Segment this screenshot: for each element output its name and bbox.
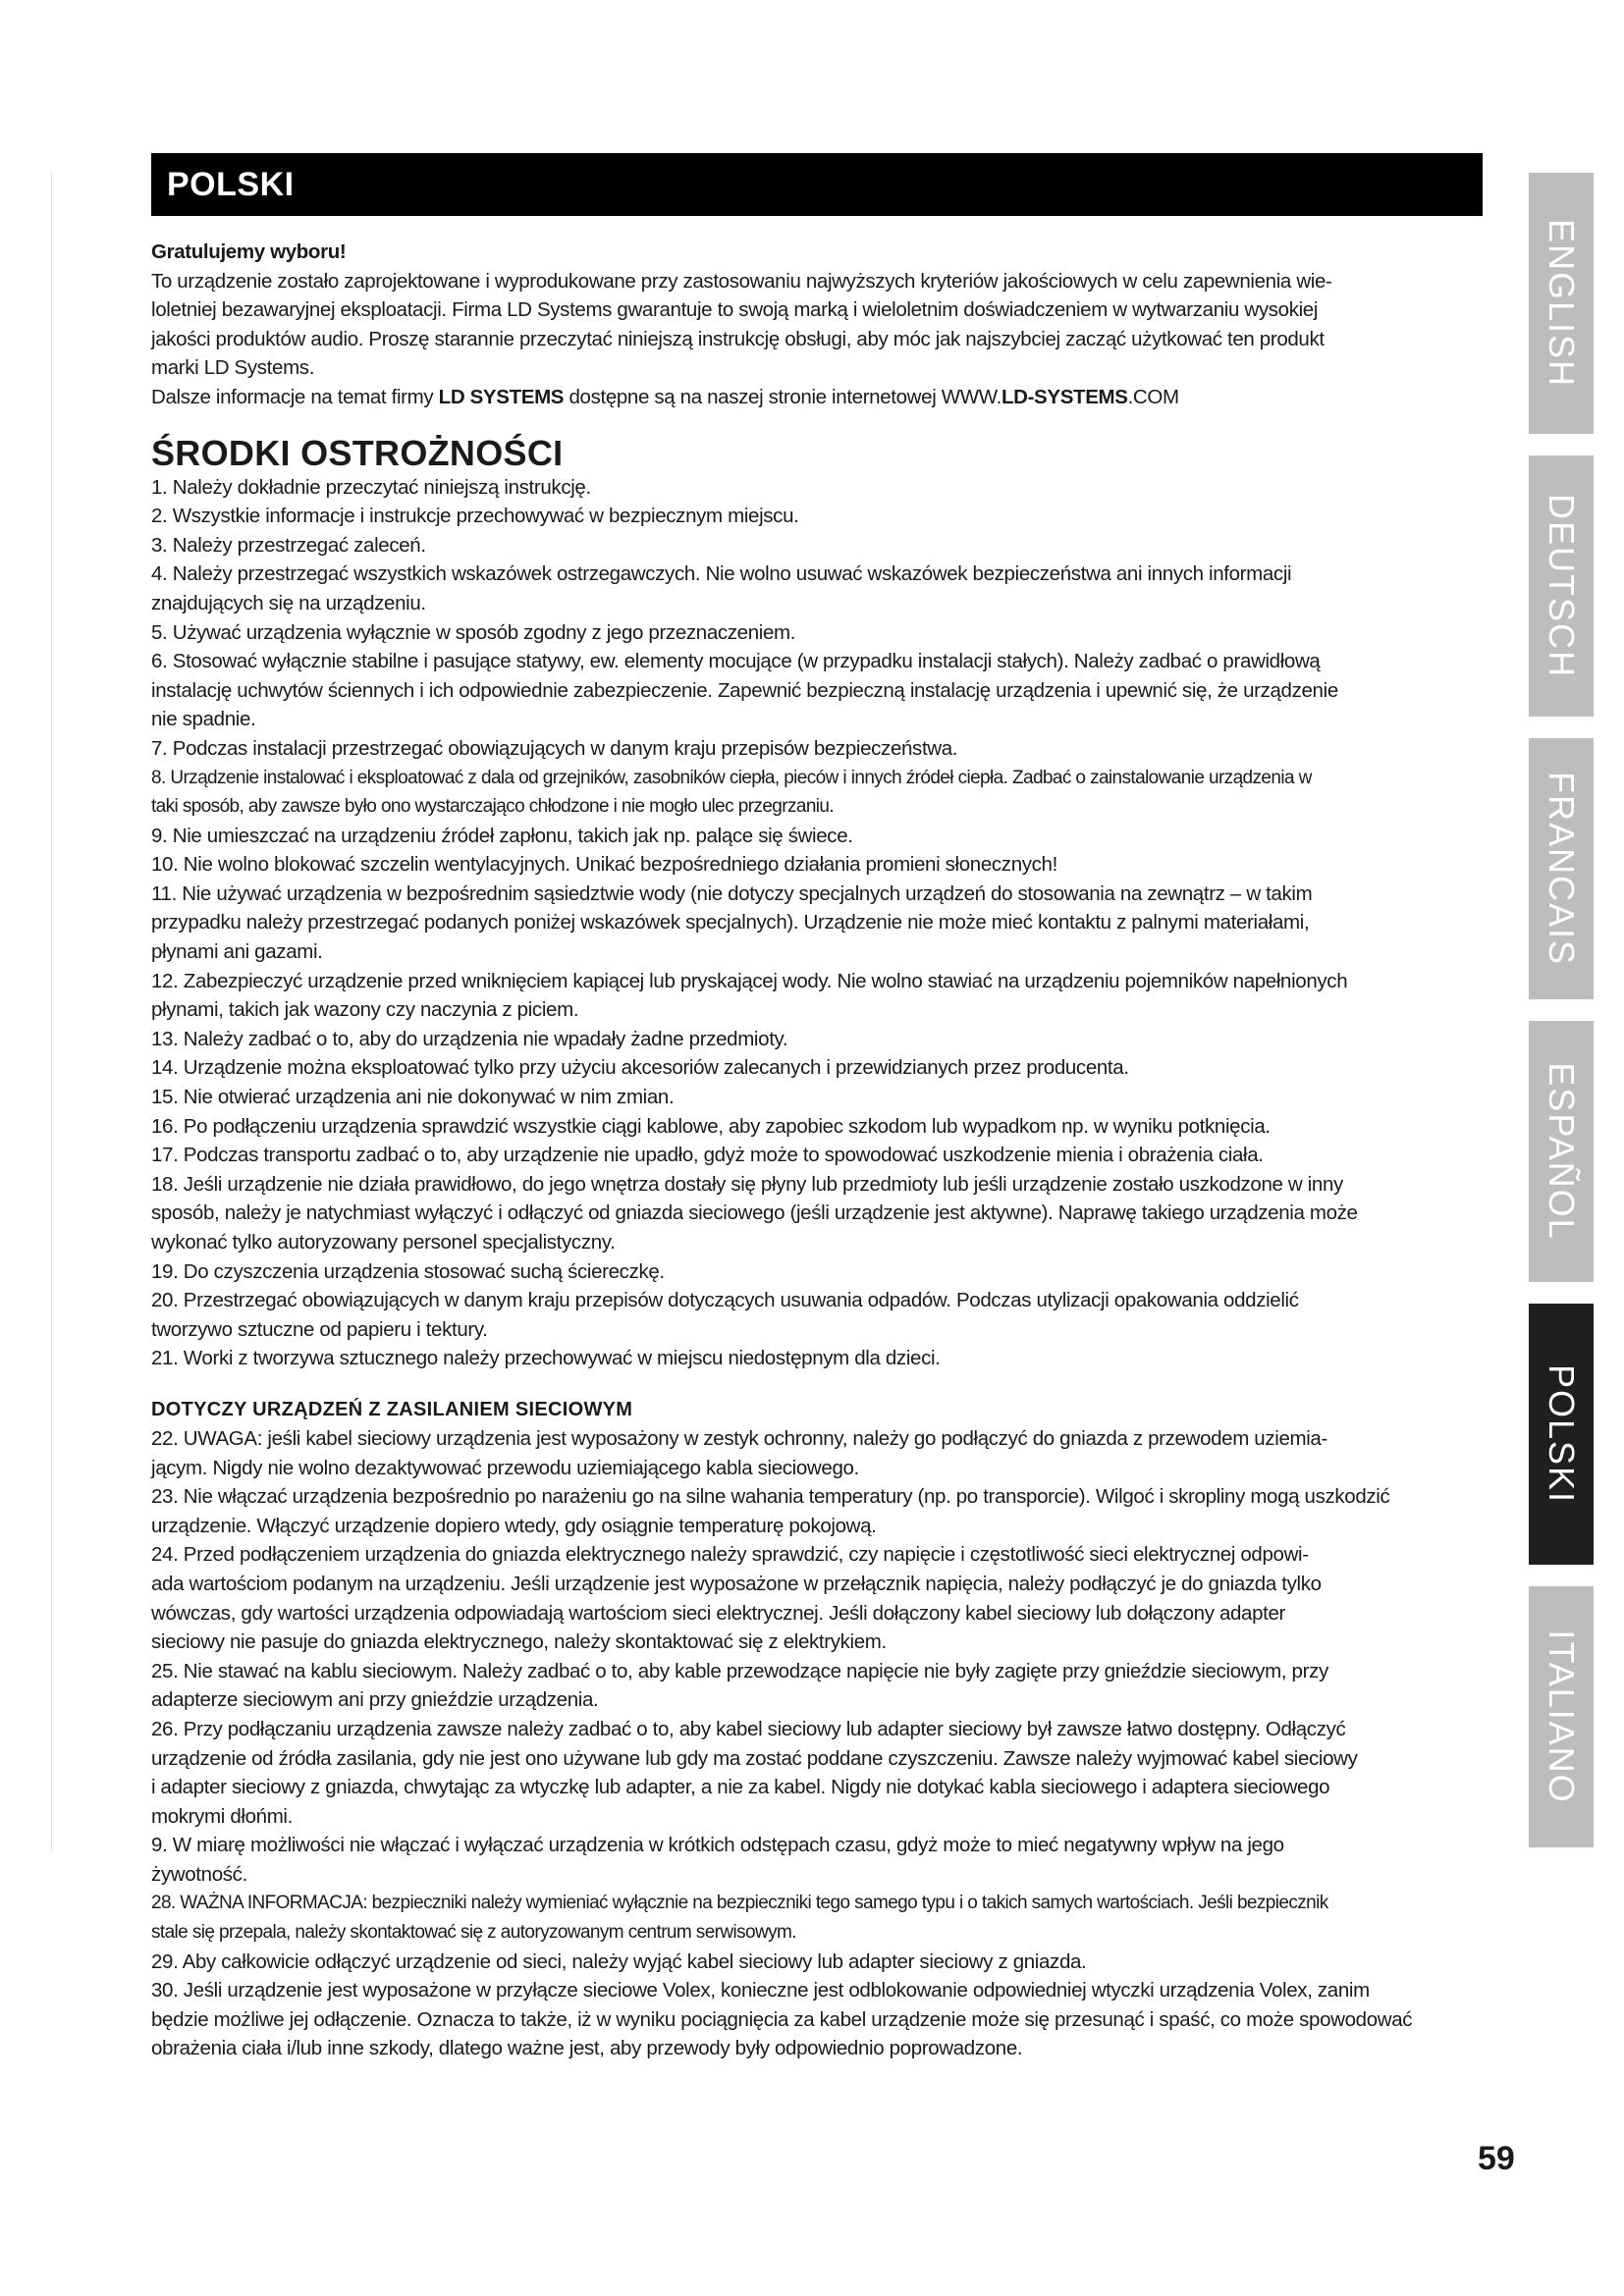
brand-name: LD SYSTEMS [438, 385, 565, 408]
list-line: 18. Jeśli urządzenie nie działa prawidłowo, do jego wnętrza dostały się płyny lub przedmioty lub jeśli urządzenie zostało uszkodzone w inny [151, 1172, 1343, 1196]
list-line: 13. Należy zadbać o to, aby do urządzenia nie wpadały żadne przedmioty. [151, 1027, 788, 1050]
list-line: 20. Przestrzegać obowiązujących w danym kraju przepisów dotyczących usuwania odpadów. Podczas utylizacji opakowania oddzielić [151, 1289, 1299, 1312]
intro-line: jakości produktów audio. Proszę starannie przeczytać niniejszą instrukcję obsługi, aby móc jak najszybciej zacząć użytkować ten produkt [151, 327, 1325, 350]
list-line: 15. Nie otwierać urządzenia ani nie dokonywać w nim zmian. [151, 1086, 675, 1109]
list-line: 7. Podczas instalacji przestrzegać obowiązujących w danym kraju przepisów bezpieczeństwa. [151, 736, 958, 760]
language-tab-label: ESPAÑOL [1542, 1062, 1582, 1241]
list-line: wówczas, gdy wartości urządzenia odpowiadają wartościom sieci elektrycznej. Jeśli dołączony kabel sieciowy lub dołączony adapter [151, 1601, 1286, 1625]
language-tab-deutsch[interactable] [1529, 455, 1594, 717]
list-line: ada wartościom podanym na urządzeniu. Jeśli urządzenie jest wyposażone w przełącznik napięcia, należy podłączyć je do gniazda tylko [151, 1572, 1322, 1595]
intro-line: To urządzenie zostało zaprojektowane i wyprodukowane przy zastosowaniu najwyższych kryteriów jakościowych w celu zapewnienia wie- [151, 269, 1332, 293]
list-line: 29. Aby całkowicie odłączyć urządzenie od sieci, należy wyjąć kabel sieciowy lub adapter sieciowy z gniazda. [151, 1949, 1087, 1973]
list-line: 16. Po podłączeniu urządzenia sprawdzić wszystkie ciągi kablowe, aby zapobiec szkodom lub wypadkom np. w wyniku potknięcia. [151, 1114, 1271, 1138]
website-line [151, 383, 1483, 412]
list-line: i adapter sieciowy z gniazda, chwytając za wtyczkę lub adapter, a nie za kabel. Nigdy nie dotykać kabla sieciowego i adaptera sieciowego [151, 1776, 1330, 1799]
list-line: 25. Nie stawać na kablu sieciowym. Należy zadbać o to, aby kable przewodzące napięcie nie były zagięte przy gnieździe sieciowym, przy [151, 1659, 1328, 1682]
list-line: 12. Zabezpieczyć urządzenie przed wniknięciem kapiącej lub pryskającej wody. Nie wolno stawiać na urządzeniu pojemników napełnionych [151, 969, 1348, 992]
list-line: 5. Używać urządzenia wyłącznie w sposób zgodny z jego przeznaczeniem. [151, 620, 796, 644]
list-line: 21. Worki z tworzywa sztucznego należy przechowywać w miejscu niedostępnym dla dzieci. [151, 1347, 941, 1370]
list-line: przypadku należy przestrzegać podanych poniżej wskazówek specjalnych). Urządzenie nie może mieć kontaktu z palnymi materiałami, [151, 911, 1310, 934]
list-line: 30. Jeśli urządzenie jest wyposażone w przyłącze sieciowe Volex, konieczne jest odblokowanie odpowiedniej wtyczki urządzenia Volex, zanim [151, 1979, 1370, 2002]
list-line: 23. Nie włączać urządzenia bezpośrednio po narażeniu go na silne wahania temperatury (np. po transporcie). Wilgoć i skropliny mogą uszkodzić [151, 1485, 1390, 1509]
list-line: będzie możliwe jej odłączenie. Oznacza to także, iż w wyniku pociągnięcia za kabel urządzenie może się przesunąć i spaść, co może spowodować [151, 2007, 1413, 2031]
precautions-list [151, 473, 1483, 1373]
list-line: taki sposób, aby zawsze było ono wystarczająco chłodzone i nie mogło ulec przegrzaniu. [151, 796, 835, 818]
document-body [151, 238, 1483, 2063]
list-line: sposób, należy je natychmiast wyłączyć i odłączyć od gniazda sieciowego (jeśli urządzenie jest aktywne). Naprawę takiego urządzenia może [151, 1201, 1358, 1225]
list-line: adapterze sieciowym ani przy gnieździe urządzenia. [151, 1688, 599, 1712]
list-line: wykonać tylko autoryzowany personel specjalistyczny. [151, 1231, 616, 1254]
language-tab-english[interactable] [1529, 173, 1594, 434]
margin-line [51, 173, 52, 1851]
list-line: tworzywo sztuczne od papieru i tektury. [151, 1317, 488, 1341]
list-line: 22. UWAGA: jeśli kabel sieciowy urządzenia jest wyposażony w zestyk ochronny, należy go podłączyć do gniazda z przewodem uziemia- [151, 1426, 1327, 1450]
page-number: 59 [1478, 2140, 1515, 2177]
list-line: 8. Urządzenie instalować i eksploatować z dala od grzejników, zasobników ciepła, pieców i innych źródeł ciepła. Zadbać o zainstalowanie urządzenia w [151, 767, 1312, 788]
list-line: urządzenie od źródła zasilania, gdy nie jest ono używane lub gdy ma zostać poddane czyszczeniu. Zawsze należy wyjmować kabel sieciowy [151, 1746, 1358, 1770]
language-tab-label: ITALIANO [1542, 1629, 1582, 1804]
list-line: 11. Nie używać urządzenia w bezpośrednim sąsiedztwie wody (nie dotyczy specjalnych urządzeń do stosowania na zewnątrz – w takim [151, 881, 1313, 905]
list-line: instalację uchwytów ściennych i ich odpowiednie zabezpieczenie. Zapewnić bezpieczną instalację urządzenia i upewnić się, że urządzenie [151, 678, 1338, 702]
list-line: 24. Przed podłączeniem urządzenia do gniazda elektrycznego należy sprawdzić, czy napięcie i częstotliwość sieci elektrycznej odpowi- [151, 1543, 1309, 1567]
website-prefix: Dalsze informacje na temat firmy [151, 385, 439, 408]
list-line: znajdujących się na urządzeniu. [151, 591, 426, 614]
list-line: 19. Do czyszczenia urządzenia stosować suchą ściereczkę. [151, 1259, 665, 1283]
website-middle: dostępne są na naszej stronie internetowej WWW. [564, 385, 1001, 408]
language-tabs [1529, 173, 1594, 1804]
section-header-bar [151, 153, 1483, 216]
language-tab-label: FRANCAIS [1542, 771, 1582, 967]
intro-line: loletniej bezawaryjnej eksploatacji. Firma LD Systems gwarantuje to swoją marką i wieloletnim doświadczeniem w wytwarzaniu wysokiej [151, 298, 1319, 322]
list-line: żywotność. [151, 1862, 247, 1886]
mains-list [151, 1424, 1483, 2063]
list-line: 1. Należy dokładnie przeczytać niniejszą instrukcję. [151, 475, 591, 499]
list-line: stale się przepala, należy skontaktować się z autoryzowanym centrum serwisowym. [151, 1922, 796, 1944]
language-tab-label: DEUTSCH [1542, 493, 1582, 679]
language-tab-francais[interactable] [1529, 738, 1594, 999]
intro-heading: Gratulujemy wyboru! [151, 240, 347, 263]
list-line: 6. Stosować wyłącznie stabilne i pasujące statywy, ew. elementy mocujące (w przypadku instalacji stałych). Należy zadbać o prawidłową [151, 650, 1321, 673]
list-line: 2. Wszystkie informacje i instrukcje przechowywać w bezpiecznym miejscu. [151, 505, 799, 528]
list-line: 4. Należy przestrzegać wszystkich wskazówek ostrzegawczych. Nie wolno usuwać wskazówek bezpieczeństwa ani innych informacji [151, 562, 1292, 586]
list-line: 10. Nie wolno blokować szczelin wentylacyjnych. Unikać bezpośredniego działania promieni słonecznych! [151, 853, 1057, 877]
mains-heading: DOTYCZY URZĄDZEŃ Z ZASILANIEM SIECIOWYM [151, 1398, 633, 1420]
list-line: 14. Urządzenie można eksploatować tylko przy użyciu akcesoriów zalecanych i przewidzianych przez producenta. [151, 1056, 1129, 1080]
language-tab-polski[interactable] [1529, 1304, 1594, 1565]
language-tab-label: ENGLISH [1542, 218, 1582, 389]
list-line: 9. Nie umieszczać na urządzeniu źródeł zapłonu, takich jak np. palące się świece. [151, 824, 853, 847]
language-tab-español[interactable] [1529, 1021, 1594, 1282]
list-line: mokrymi dłońmi. [151, 1804, 293, 1828]
list-line: obrażenia ciała i/lub inne szkody, dlatego ważne jest, aby przewody były odpowiednio poprowadzone. [151, 2037, 1023, 2060]
list-line: urządzenie. Włączyć urządzenie dopiero wtedy, gdy osiągnie temperaturę pokojową. [151, 1514, 877, 1537]
list-line: płynami ani gazami. [151, 940, 323, 964]
page-title: POLSKI [161, 161, 300, 208]
list-line: 26. Przy podłączaniu urządzenia zawsze należy zadbać o to, aby kabel sieciowy lub adapter sieciowy był zawsze łatwo dostępny. Odłączyć [151, 1717, 1346, 1740]
list-line: 28. WAŻNA INFORMACJA: bezpieczniki należy wymieniać wyłącznie na bezpieczniki tego samego typu i o takich samych wartościach. Jeśli bezpiecznik [151, 1893, 1328, 1914]
language-tab-label: POLSKI [1542, 1363, 1582, 1505]
list-line: płynami, takich jak wazony czy naczynia z piciem. [151, 998, 579, 1022]
list-line: 9. W miarę możliwości nie włączać i wyłączać urządzenia w krótkich odstępach czasu, gdyż może to mieć negatywny wpływ na jego [151, 1834, 1284, 1857]
website-suffix: .COM [1127, 385, 1179, 408]
precautions-heading: ŚRODKI OSTROŻNOŚCI [151, 432, 564, 473]
list-line: nie spadnie. [151, 708, 256, 731]
website-domain: LD-SYSTEMS [1001, 385, 1128, 408]
list-line: sieciowy nie pasuje do gniazda elektrycznego, należy skontaktować się z elektrykiem. [151, 1630, 887, 1654]
list-line: jącym. Nigdy nie wolno dezaktywować przewodu uziemiającego kabla sieciowego. [151, 1456, 859, 1479]
list-line: 17. Podczas transportu zadbać o to, aby urządzenie nie upadło, gdyż może to spowodować uszkodzenie mienia i obrażenia ciała. [151, 1144, 1264, 1167]
language-tab-italiano[interactable] [1529, 1586, 1594, 1847]
intro-line: marki LD Systems. [151, 356, 315, 380]
list-line: 3. Należy przestrzegać zaleceń. [151, 533, 426, 557]
intro-paragraph [151, 267, 1483, 412]
